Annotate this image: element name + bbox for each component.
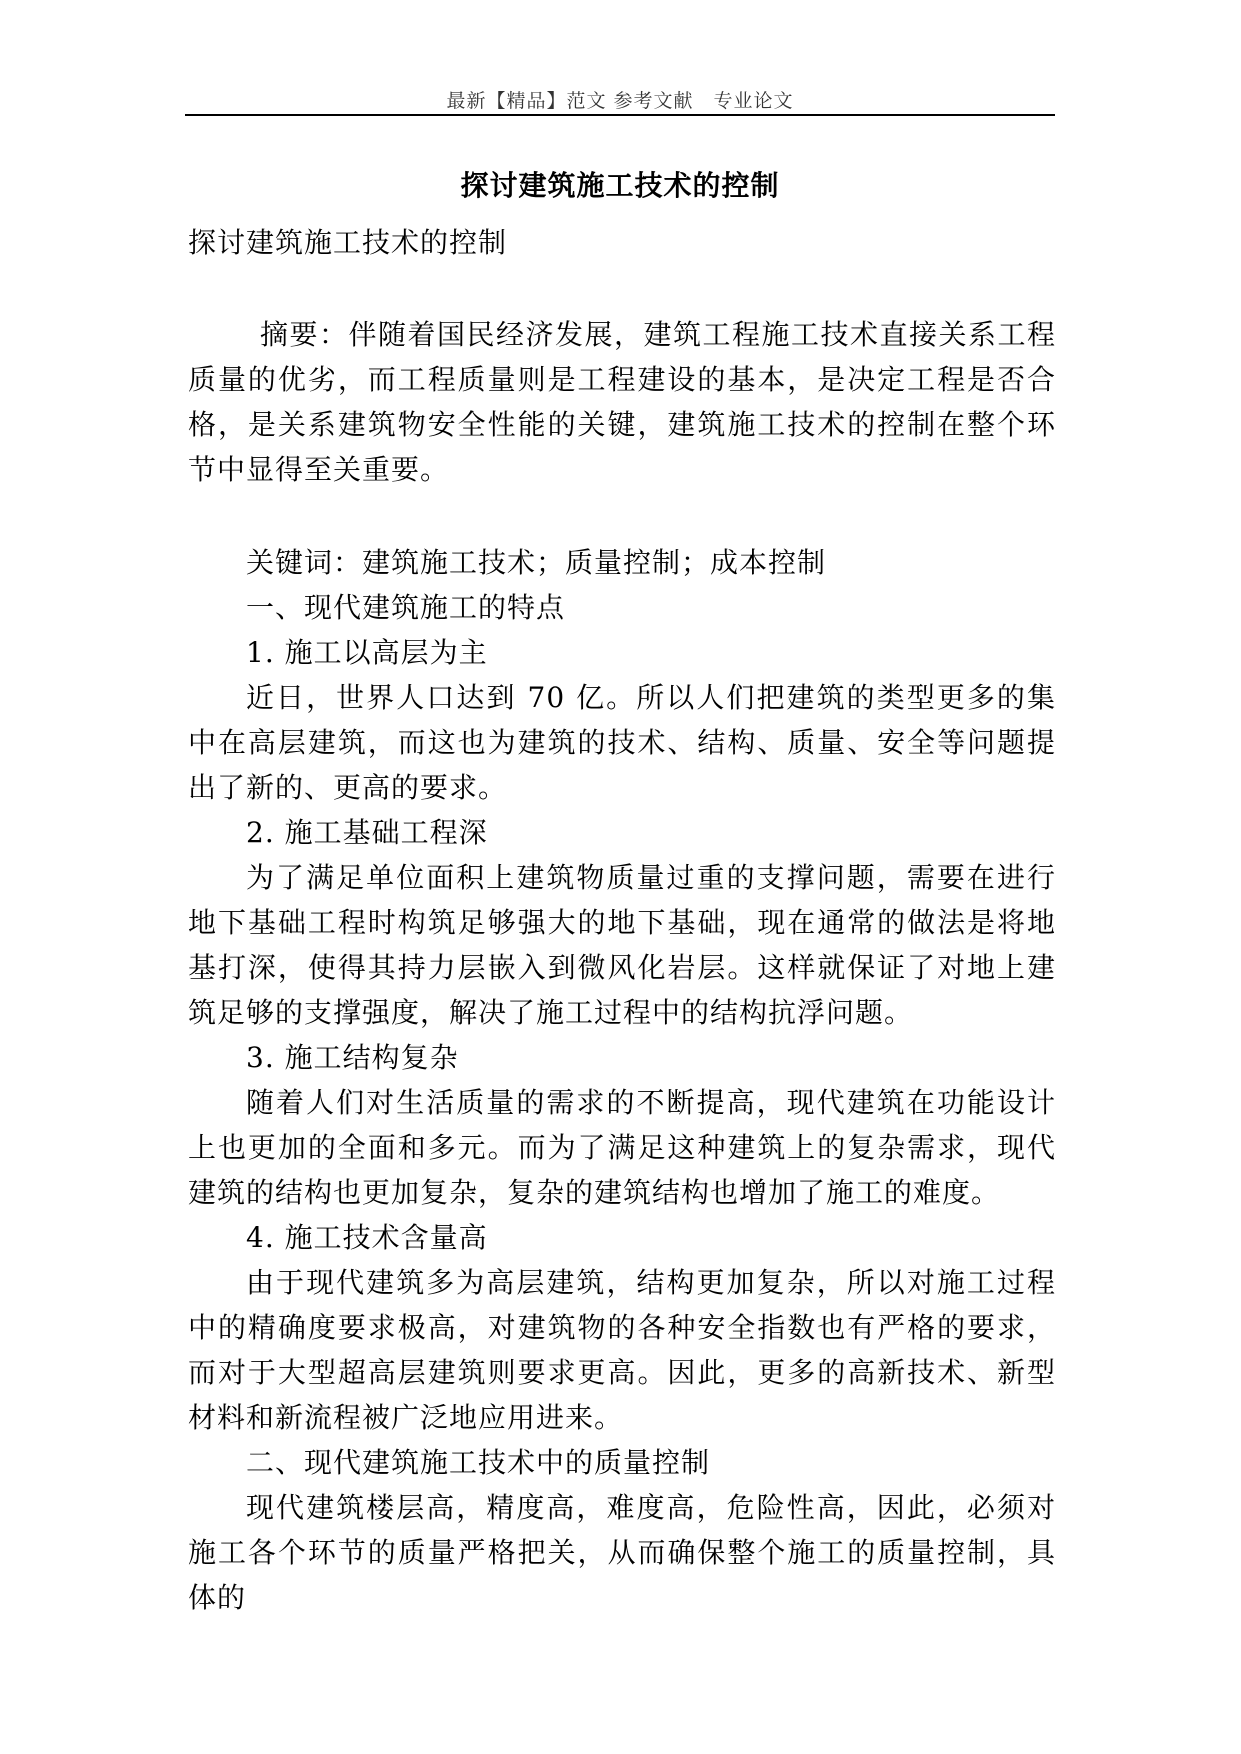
document-title: 探讨建筑施工技术的控制 — [460, 169, 780, 202]
abstract-paragraph: 摘要：伴随着国民经济发展，建筑工程施工技术直接关系工程质量的优劣，而工程质量则是工程建设的基本，是决定工程是否合格，是关系建筑物安全性能的关键，建筑施工技术的控制在整个环节中显得至关重要。 — [188, 318, 1056, 486]
section-heading-1: 一、现代建筑施工的特点 — [246, 591, 566, 624]
subheading-1: 1. 施工以高层为主 — [246, 636, 488, 669]
document-subtitle: 探讨建筑施工技术的控制 — [188, 226, 508, 259]
running-header: 最新【精品】范文 参考文献 专业论文 — [446, 90, 794, 112]
paragraph-1: 近日，世界人口达到 70 亿。所以人们把建筑的类型更多的集中在高层建筑，而这也为建筑的技术、结构、质量、安全等问题提出了新的、更高的要求。 — [188, 681, 1056, 804]
paragraph-4: 由于现代建筑多为高层建筑，结构更加复杂，所以对施工过程中的精确度要求极高，对建筑物的各种安全指数也有严格的要求，而对于大型超高层建筑则要求更高。因此，更多的高新技术、新型材料和新流程被广泛地应用进来。 — [188, 1266, 1056, 1434]
body-text — [188, 540, 1056, 1620]
subheading-3: 3. 施工结构复杂 — [246, 1041, 459, 1074]
paragraph-3: 随着人们对生活质量的需求的不断提高，现代建筑在功能设计上也更加的全面和多元。而为了满足这种建筑上的复杂需求，现代建筑的结构也更加复杂，复杂的建筑结构也增加了施工的难度。 — [188, 1086, 1056, 1209]
section-heading-2: 二、现代建筑施工技术中的质量控制 — [246, 1446, 711, 1479]
subheading-4: 4. 施工技术含量高 — [246, 1221, 488, 1254]
paragraph-2: 为了满足单位面积上建筑物质量过重的支撑问题，需要在进行地下基础工程时构筑足够强大的地下基础，现在通常的做法是将地基打深，使得其持力层嵌入到微风化岩层。这样就保证了对地上建筑足够的支撑强度，解决了施工过程中的结构抗浮问题。 — [188, 861, 1056, 1029]
paragraph-5: 现代建筑楼层高，精度高，难度高，危险性高，因此，必须对施工各个环节的质量严格把关，从而确保整个施工的质量控制，具体的 — [188, 1491, 1056, 1614]
keywords-line: 关键词：建筑施工技术；质量控制；成本控制 — [246, 546, 827, 579]
header-rule — [185, 114, 1055, 116]
subheading-2: 2. 施工基础工程深 — [246, 816, 488, 849]
